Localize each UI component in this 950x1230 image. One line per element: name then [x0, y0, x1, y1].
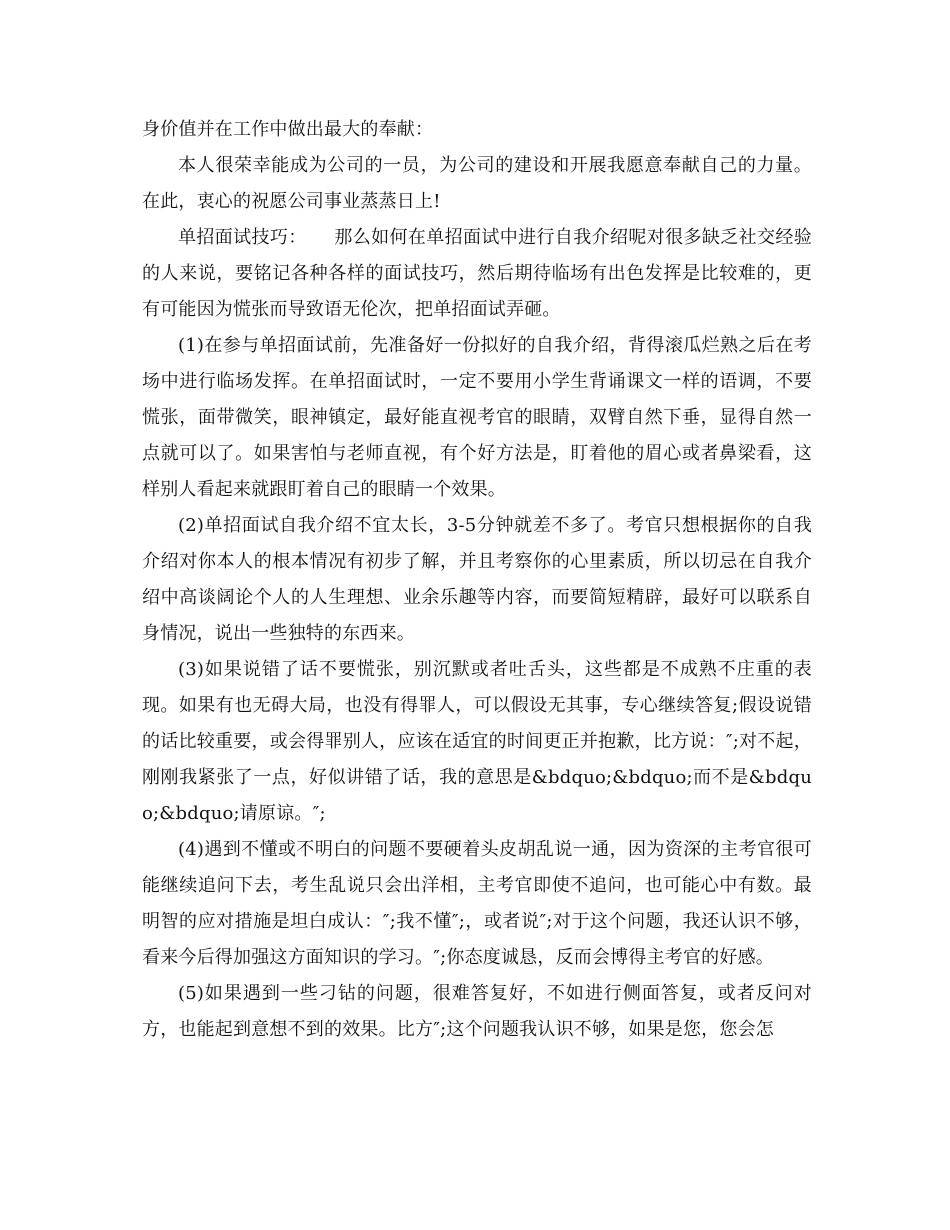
document-body: [142, 112, 812, 1048]
paragraph-tip-4: (4)遇到不懂或不明白的问题不要硬着头皮胡乱说一通，因为资深的主考官很可能继续追问下去，考生乱说只会出洋相，主考官即使不追问，也可能心中有数。最明智的应对措施是坦白成认：″;我不懂″;，或者说″;对于这个问题，我还认识不够，看来今后得加强这方面知识的学习。″;你态度诚恳，反而会博得主考官的好感。: [142, 839, 812, 968]
paragraph-interview-tips-intro: 单招面试技巧： 那么如何在单招面试中进行自我介绍呢对很多缺乏社交经验的人来说，要铭记各种各样的面试技巧，然后期待临场有出色发挥是比较难的，更有可能因为慌张而导致语无伦次，把单招面试弄砸。: [142, 227, 812, 320]
paragraph-tip-3: (3)如果说错了话不要慌张，别沉默或者吐舌头，这些都是不成熟不庄重的表现。如果有也无碍大局，也没有得罪人，可以假设无其事，专心继续答复;假设说错的话比较重要，或会得罪别人，应该在适宜的时间更正并抱歉，比方说：″;对不起，刚刚我紧张了一点，好似讲错了话，我的意思是&bdquo;&bdquo;而不是&bdquo;&bdquo;请原谅。″;: [142, 659, 812, 824]
paragraph-closing: 本人很荣幸能成为公司的一员，为公司的建设和开展我愿意奉献自己的力量。在此，衷心的祝愿公司事业蒸蒸日上!: [142, 155, 812, 212]
paragraph-tip-2: (2)单招面试自我介绍不宜太长，3-5分钟就差不多了。考官只想根据你的自我介绍对你本人的根本情况有初步了解，并且考察你的心里素质，所以切忌在自我介绍中高谈阔论个人的人生理想、业余乐趣等内容，而要简短精辟，最好可以联系自身情况，说出一些独特的东西来。: [142, 515, 812, 644]
paragraph-tip-1: (1)在参与单招面试前，先准备好一份拟好的自我介绍，背得滚瓜烂熟之后在考场中进行临场发挥。在单招面试时，一定不要用小学生背诵课文一样的语调，不要慌张，面带微笑，眼神镇定，最好能直视考官的眼睛，双臂自然下垂，显得自然一点就可以了。如果害怕与老师直视，有个好方法是，盯着他的眉心或者鼻梁看，这样别人看起来就跟盯着自己的眼睛一个效果。: [142, 335, 812, 500]
paragraph-continuation: 身价值并在工作中做出最大的奉献：: [142, 119, 434, 140]
paragraph-tip-5: (5)如果遇到一些刁钻的问题，很难答复好，不如进行侧面答复，或者反问对方，也能起到意想不到的效果。比方″;这个问题我认识不够，如果是您，您会怎: [142, 983, 812, 1040]
